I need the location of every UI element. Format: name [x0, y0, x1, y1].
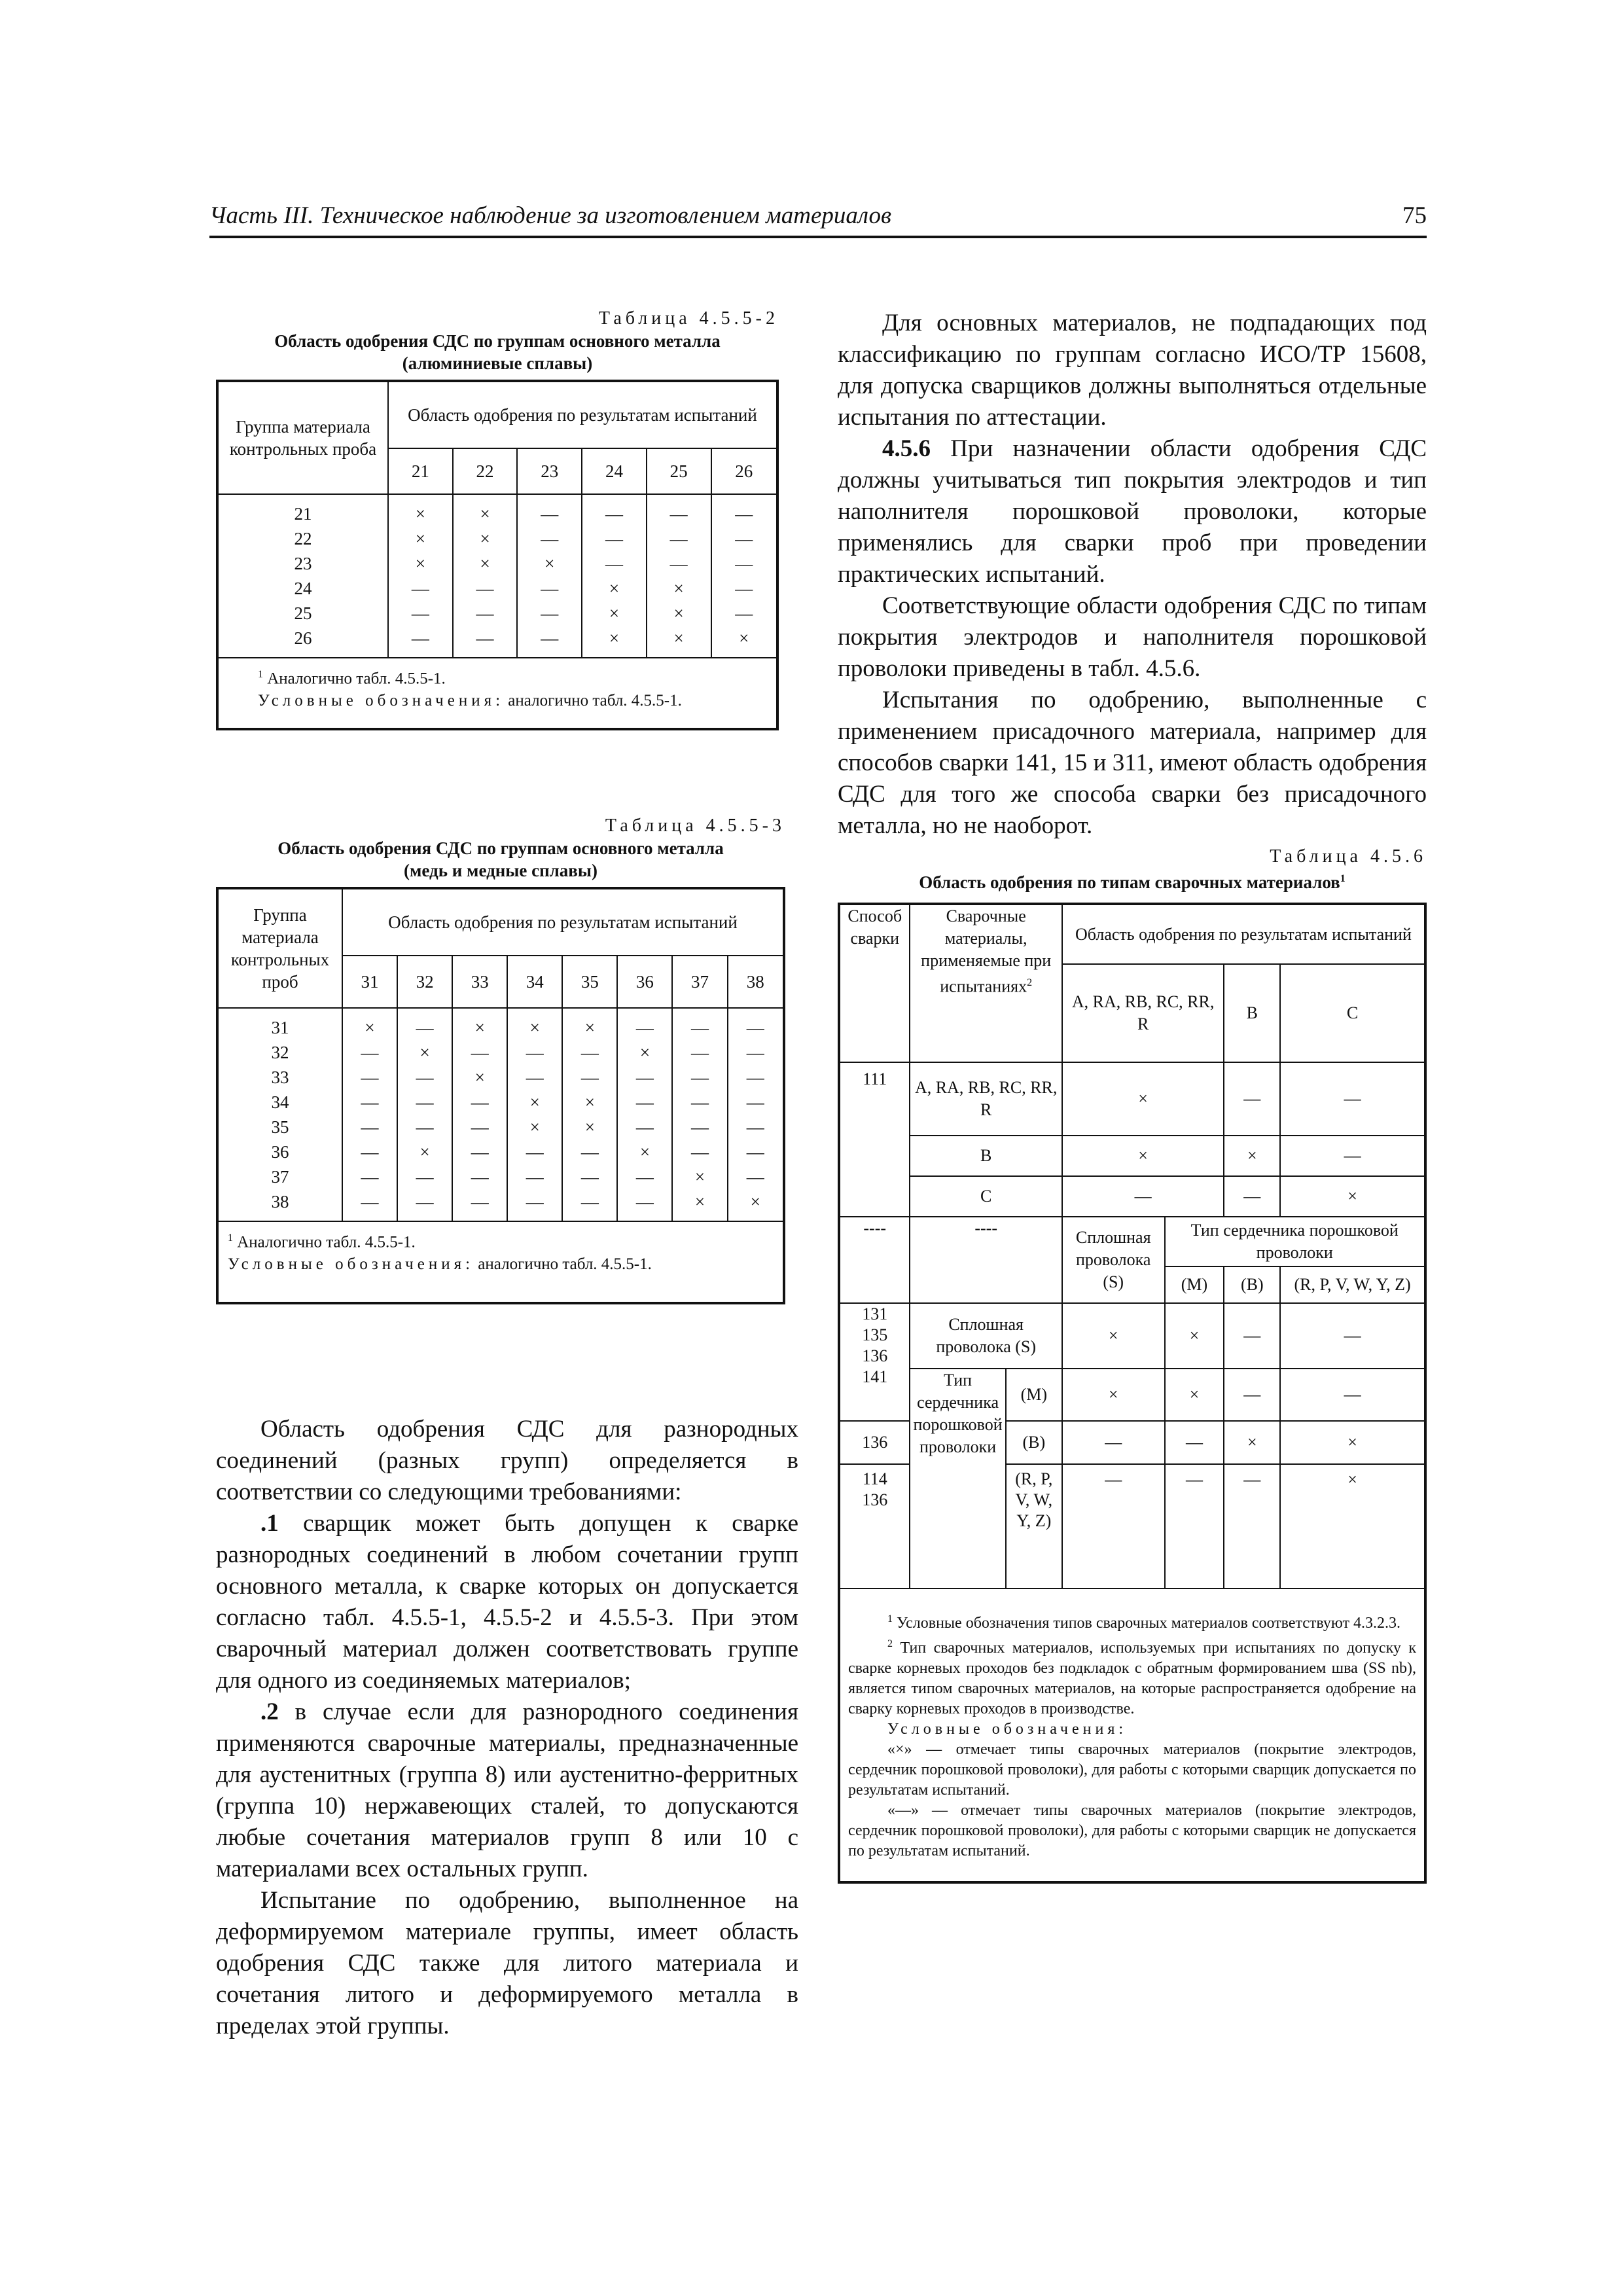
cell-dash: — — [1165, 1421, 1224, 1464]
cell-x: × — [1224, 1136, 1280, 1176]
value-col: — — — — — — × × — [672, 1008, 727, 1221]
paragraph: .2 в случае если для разнородного соединения применяются сварочные материалы, предназначенные для аустенитных (группа 8) или аустенитно-ферритных (группа 10) нержавеющих сталей, то допускаются любые сочетания материалов групп 8 или 10 с материалами всех остальных групп. — [216, 1698, 798, 1882]
value-col: × — — — — — — — — [342, 1008, 397, 1221]
col-head: 35 — [562, 956, 617, 1008]
row-b-material: B — [910, 1136, 1061, 1176]
cell-dash: — — [1224, 1464, 1280, 1588]
table-4-5-5-2 — [216, 380, 779, 730]
cell-x: × — [1280, 1176, 1425, 1217]
row-111-method: 111 — [839, 1062, 910, 1217]
solid-wire-material: Сплошная проволока (S) — [910, 1303, 1061, 1369]
header-method: Способ сварки — [839, 904, 910, 1062]
cell-x: × — [1062, 1369, 1165, 1421]
value-col: — — — × × × — [647, 494, 711, 658]
core-type-head: Тип сердечника порошковой проволоки — [1165, 1217, 1425, 1266]
paragraph: Испытание по одобрению, выполненное на деформируемом материале группы, имеет область одобрения СДС также для литого материала и сочетания литого и деформируемого металла в пределах этой группы. — [216, 1887, 798, 2039]
col-head: 26 — [711, 448, 777, 494]
value-col: × — — × × — — — — [507, 1008, 562, 1221]
value-col: — — — — — × — [711, 494, 777, 658]
cell-x: × — [1224, 1421, 1280, 1464]
cell-x: × — [1280, 1464, 1425, 1588]
col-head: 38 — [728, 956, 784, 1008]
header-materials: Сварочные материалы, применяемые при испытаниях$^2$ — [910, 904, 1061, 1062]
table-4-5-5-3-block — [216, 815, 785, 1304]
col-head: 22 — [453, 448, 518, 494]
row-c-material: C — [910, 1176, 1061, 1217]
value-col: — — — × × × — [582, 494, 647, 658]
header-arb: A, RA, RB, RC, RR, R — [1062, 964, 1224, 1062]
group-col: 31 32 33 34 35 36 37 38 — [217, 1008, 342, 1221]
core-b-row: (B) — [1006, 1421, 1062, 1464]
method-136: 136 — [839, 1421, 910, 1464]
paragraph: Для основных материалов, не подпадающих под классификацию по группам согласно ИСО/ТР 15608, для допуска сварщиков должны выполняться отдельные испытания по аттестации. — [838, 310, 1427, 431]
header-area: Область одобрения по результатам испытаний — [342, 888, 784, 956]
cell-x: × — [1062, 1303, 1165, 1369]
dash-cell: ---- — [910, 1217, 1061, 1303]
col-head: 34 — [507, 956, 562, 1008]
paragraph: .1 сварщик может быть допущен к сварке разнородных соединений в любом сочетании групп основного металла, к сварке которых он допускается согласно табл. 4.5.5-1, 4.5.5-2 и 4.5.5-3. При этом сварочный материал должен соответствовать группе для одного из соединяемых материалов; — [216, 1510, 798, 1694]
header-group: Группа материала контрольных проба — [217, 381, 388, 494]
table-notes: $^1$ Аналогично табл. 4.5.5-1. Условные обозначения: аналогично табл. 4.5.5-1. — [217, 1221, 784, 1303]
table-number: Таблица 4.5.5-2 — [598, 308, 779, 329]
value-col: — — × — — — — [517, 494, 582, 658]
left-text — [216, 1414, 798, 2042]
cell-dash: — — [1280, 1303, 1425, 1369]
method-114-136: 114 136 — [839, 1464, 910, 1588]
header-group: Группа материала контрольных проб — [217, 888, 342, 1008]
solid-wire-head: Сплошная проволока (S) — [1062, 1217, 1165, 1303]
table-title: Область одобрения СДС по группам основного металла — [274, 331, 721, 351]
header-area: Область одобрения по результатам испытаний — [1062, 904, 1425, 964]
cell-dash: — — [1280, 1136, 1425, 1176]
table-notes: $^1$ Аналогично табл. 4.5.5-1. Условные обозначения: аналогично табл. 4.5.5-1. — [217, 658, 777, 729]
cell-dash: — — [1224, 1303, 1280, 1369]
core-m-row: (M) — [1006, 1369, 1062, 1421]
cell-dash: — — [1062, 1421, 1165, 1464]
method-131-141: 131 135 136 141 — [839, 1303, 910, 1421]
paragraph: Область одобрения СДС для разнородных соединений (разных групп) определяется в соответствии со следующими требованиями: — [216, 1416, 798, 1505]
table-notes: $^1$ Условные обозначения типов сварочных материалов соответствуют 4.3.2.3. $^2$ Тип сварочных материалов, используемых при испытаниях по допуску к сварке корневых проходов без подкладок с обратным формированием шва (SS nb), является типом сварочных материалов, на которые распространяется одобрение на сварку корневых проходов в производстве. Условные обозначения: «×» — отмечает типы сварочных материалов (покрытие электродов, сердечник порошковой проволоки), для работы с которыми сварщик допускается по результатам испытаний. «—» — отмечает типы сварочных материалов (покрытие электродов, сердечник порошковой проволоки), для работы с которыми сварщик не допускается по результатам испытаний. — [839, 1588, 1425, 1882]
core-m: (M) — [1165, 1266, 1224, 1303]
paragraph: Соответствующие области одобрения СДС по типам покрытия электродов и наполнителя порошковой проволоки приведены в табл. 4.5.6. — [838, 592, 1427, 682]
paragraph: Испытания по одобрению, выполненные с применением присадочного материала, например для способов сварки 141, 15 и 311, имеют область одобрения СДС для того же способа сварки без присадочного металла, но не наоборот. — [838, 687, 1427, 839]
col-head: 33 — [452, 956, 507, 1008]
cell-x: × — [1062, 1062, 1224, 1136]
table-4-5-5-3 — [216, 887, 785, 1304]
cell-x: × — [1165, 1303, 1224, 1369]
header-c: C — [1280, 964, 1425, 1062]
value-col: × × × — — — — [453, 494, 518, 658]
col-head: 36 — [617, 956, 672, 1008]
cell-dash: — — [1062, 1176, 1224, 1217]
col-head: 25 — [647, 448, 711, 494]
page-title: Часть III. Техническое наблюдение за изготовлением материалов — [209, 202, 892, 229]
value-col: × — — × × — — — — [562, 1008, 617, 1221]
table-4-5-6 — [838, 903, 1427, 1884]
table-subtitle: (алюминиевые сплавы) — [402, 353, 593, 373]
col-head: 21 — [388, 448, 453, 494]
cell-dash: — — [1165, 1464, 1224, 1588]
col-head: 37 — [672, 956, 727, 1008]
value-col: × — × — — — — — — [452, 1008, 507, 1221]
table-title: Область одобрения СДС по группам основного металла — [277, 838, 724, 858]
cell-dash: — — [1224, 1062, 1280, 1136]
core-rpvwyz-row: (R, P, V, W, Y, Z) — [1006, 1464, 1062, 1588]
value-col: × × × — — — — [388, 494, 453, 658]
page-header — [209, 196, 1427, 238]
page-number: 75 — [1402, 202, 1427, 229]
group-col: 21 22 23 24 25 26 — [217, 494, 388, 658]
col-head: 23 — [517, 448, 582, 494]
core-rpvwyz: (R, P, V, W, Y, Z) — [1280, 1266, 1425, 1303]
col-head: 32 — [397, 956, 452, 1008]
table-subtitle: (медь и медные сплавы) — [404, 861, 597, 880]
cell-x: × — [1280, 1421, 1425, 1464]
core-b: (B) — [1224, 1266, 1280, 1303]
header-area: Область одобрения по результатам испытаний — [388, 381, 777, 448]
value-col: — × — — — × — — — [397, 1008, 452, 1221]
col-head: 31 — [342, 956, 397, 1008]
value-col: — × — — — × — — — [617, 1008, 672, 1221]
table-4-5-6-block — [838, 846, 1427, 1884]
table-4-5-5-2-block — [216, 308, 779, 730]
right-text — [838, 308, 1427, 842]
value-col: — — — — — — — × — [728, 1008, 784, 1221]
dash-cell: ---- — [839, 1217, 910, 1303]
row-111-material: A, RA, RB, RC, RR, R — [910, 1062, 1061, 1136]
cell-x: × — [1062, 1136, 1224, 1176]
paragraph: 4.5.6 При назначении области одобрения СДС должны учитываться тип покрытия электродов и тип наполнителя порошковой проволоки, которые применялись для сварки проб при проведении практических испытаний. — [838, 435, 1427, 588]
table-number: Таблица 4.5.6 — [1270, 846, 1427, 867]
cell-x: × — [1165, 1369, 1224, 1421]
table-title: Область одобрения по типам сварочных материалов$^1$ — [919, 872, 1346, 892]
data-rows — [217, 494, 777, 658]
core-type-label: Тип сердечника порошковой проволоки — [910, 1369, 1005, 1588]
col-head: 24 — [582, 448, 647, 494]
table-number: Таблица 4.5.5-3 — [605, 816, 785, 836]
header-b: B — [1224, 964, 1280, 1062]
cell-dash: — — [1224, 1176, 1280, 1217]
cell-dash: — — [1280, 1062, 1425, 1136]
cell-dash: — — [1062, 1464, 1165, 1588]
cell-dash: — — [1224, 1369, 1280, 1421]
data-rows — [217, 1008, 784, 1221]
cell-dash: — — [1280, 1369, 1425, 1421]
